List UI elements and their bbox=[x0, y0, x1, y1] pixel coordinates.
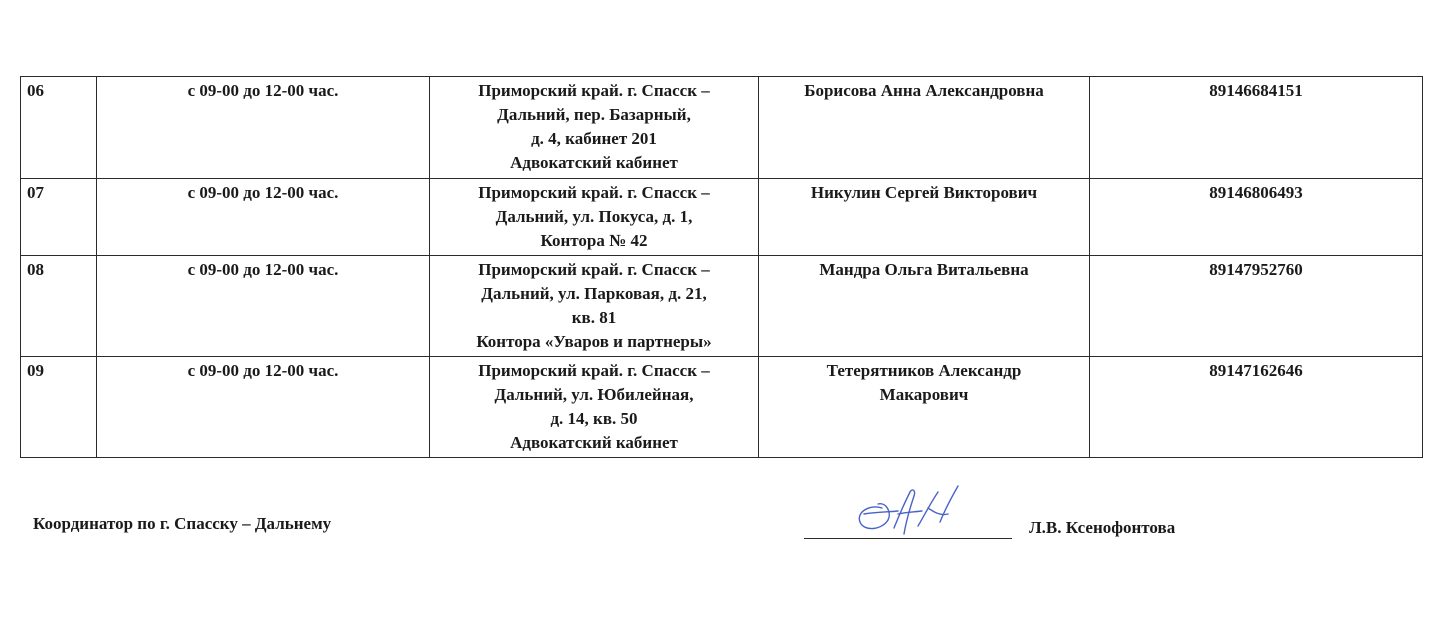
address-line: Дальний, ул. Парковая, д. 21, bbox=[481, 284, 707, 303]
lawyer-name: Никулин Сергей Викторович bbox=[759, 179, 1090, 256]
address-line: Контора № 42 bbox=[540, 231, 648, 250]
address-cell bbox=[430, 357, 759, 458]
coordinator-label: Координатор по г. Спасску – Дальнему bbox=[33, 514, 332, 533]
address-line: Дальний, ул. Покуса, д. 1, bbox=[495, 207, 693, 226]
schedule-table bbox=[20, 76, 1423, 458]
reception-time: с 09-00 до 12-00 час. bbox=[97, 357, 430, 458]
reception-time: с 09-00 до 12-00 час. bbox=[97, 179, 430, 256]
row-number: 09 bbox=[21, 357, 97, 458]
address-line: Приморский край. г. Спасск – bbox=[478, 183, 710, 202]
reception-time: с 09-00 до 12-00 час. bbox=[97, 256, 430, 357]
phone-number: 89146684151 bbox=[1090, 77, 1423, 179]
handwritten-signature bbox=[842, 478, 972, 540]
address-cell bbox=[430, 256, 759, 357]
address-line: д. 4, кабинет 201 bbox=[531, 129, 657, 148]
lawyer-name: Борисова Анна Александровна bbox=[759, 77, 1090, 179]
address-line: Адвокатский кабинет bbox=[510, 153, 678, 172]
address-line: Дальний, пер. Базарный, bbox=[497, 105, 691, 124]
address-line: Контора «Уваров и партнеры» bbox=[476, 332, 712, 351]
table-row bbox=[21, 256, 1423, 357]
address-line: Дальний, ул. Юбилейная, bbox=[494, 385, 694, 404]
row-number: 08 bbox=[21, 256, 97, 357]
signature-line bbox=[804, 538, 1012, 539]
phone-number: 89147952760 bbox=[1090, 256, 1423, 357]
lawyer-name-line: Макарович bbox=[879, 385, 969, 404]
row-number: 06 bbox=[21, 77, 97, 179]
address-line: Приморский край. г. Спасск – bbox=[478, 361, 710, 380]
table-row bbox=[21, 77, 1423, 179]
address-line: кв. 81 bbox=[571, 308, 617, 327]
table-row bbox=[21, 179, 1423, 256]
address-line: Адвокатский кабинет bbox=[510, 433, 678, 452]
address-line: д. 14, кв. 50 bbox=[550, 409, 638, 428]
address-line: Приморский край. г. Спасск – bbox=[478, 260, 710, 279]
address-cell bbox=[430, 179, 759, 256]
phone-number: 89147162646 bbox=[1090, 357, 1423, 458]
reception-time: с 09-00 до 12-00 час. bbox=[97, 77, 430, 179]
lawyer-name-line: Тетерятников Александр bbox=[826, 361, 1022, 380]
lawyer-name: Мандра Ольга Витальевна bbox=[759, 256, 1090, 357]
address-line: Приморский край. г. Спасск – bbox=[478, 81, 710, 100]
lawyer-name bbox=[759, 357, 1090, 458]
address-cell bbox=[430, 77, 759, 179]
phone-number: 89146806493 bbox=[1090, 179, 1423, 256]
signer-name: Л.В. Ксенофонтова bbox=[1029, 518, 1176, 537]
table-row bbox=[21, 357, 1423, 458]
row-number: 07 bbox=[21, 179, 97, 256]
